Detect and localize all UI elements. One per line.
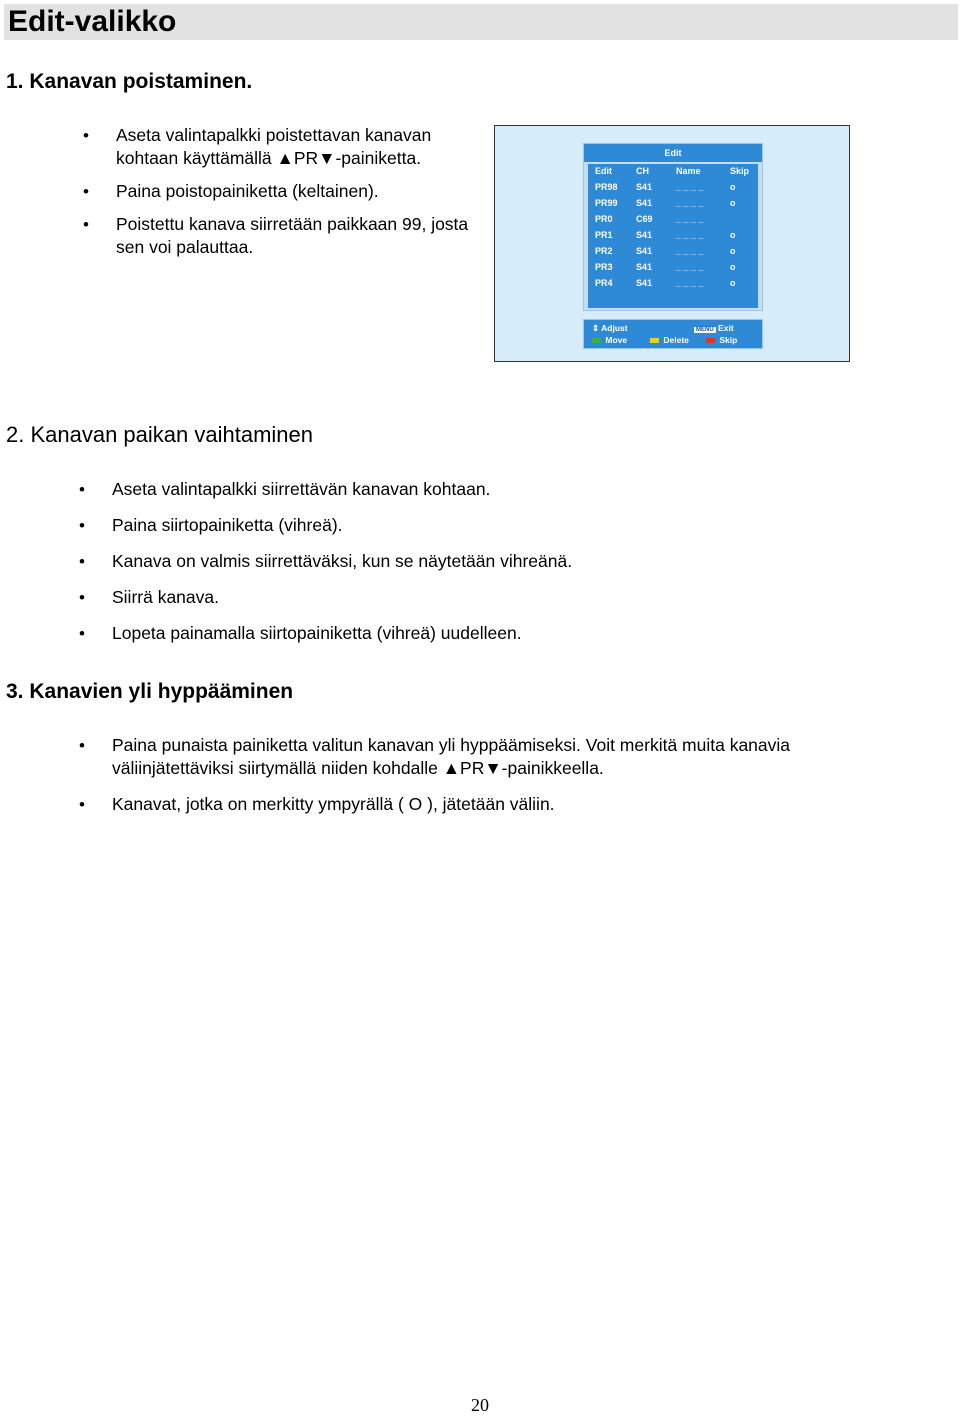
table-row: PR1 S41 _ _ _ _ o — [595, 230, 736, 240]
section3-heading: 3. Kanavien yli hyppääminen — [6, 680, 294, 703]
section1-list — [83, 124, 486, 269]
menu-key-icon: MENU — [696, 327, 714, 333]
section3-list — [79, 734, 912, 829]
tv-menu-screenshot — [494, 125, 850, 362]
table-row: PR2 S41 _ _ _ _ o — [595, 246, 736, 256]
edit-menu — [583, 143, 763, 311]
list-item: • Paina poistopainiketta (keltainen). — [83, 181, 379, 201]
bullet-icon: • — [79, 736, 85, 755]
table-row: PR4 S41 _ _ _ _ o — [595, 278, 736, 288]
table-row: PR98 S41 _ _ _ _ o — [595, 182, 736, 192]
bullet-icon: • — [79, 795, 85, 814]
section1-heading: 1. Kanavan poistaminen. — [6, 70, 253, 93]
column-header-skip: Skip — [730, 166, 750, 176]
green-key-icon — [592, 338, 601, 343]
column-header-ch: CH — [636, 166, 649, 176]
table-row: PR0 C69 _ _ _ _ — [595, 214, 704, 224]
list-item: • Lopeta painamalla siirtopainiketta (vihreä) uudelleen. — [79, 623, 522, 643]
column-header-name: Name — [676, 166, 701, 176]
delete-hint: Delete — [650, 335, 689, 346]
bullet-icon: • — [83, 182, 89, 201]
edit-menu-title: Edit — [584, 144, 762, 162]
page-title: Edit-valikko — [4, 4, 958, 40]
bullet-icon: • — [79, 588, 85, 607]
page-number: 20 — [471, 1395, 489, 1415]
bullet-icon: • — [83, 215, 89, 234]
yellow-key-icon — [650, 338, 659, 343]
list-item: • Poistettu kanava siirretään paikkaan 99, josta sen voi palauttaa. — [83, 214, 469, 257]
table-row: PR3 S41 _ _ _ _ o — [595, 262, 736, 272]
list-item: • Siirrä kanava. — [79, 587, 219, 607]
section2-list — [79, 478, 912, 658]
exit-hint: MENU Exit — [696, 323, 734, 333]
red-key-icon — [706, 338, 715, 343]
list-item: • Aseta valintapalkki siirrettävän kanavan kohtaan. — [79, 479, 491, 499]
table-header — [588, 164, 758, 178]
bullet-icon: • — [79, 516, 85, 535]
up-down-arrow-icon: ⇕ — [592, 323, 600, 333]
list-item: • Paina punaista painiketta valitun kanavan yli hyppäämiseksi. Voit merkitä muita kanavia väliinjätettäviksi siirtymällä niiden kohdalle ▲PR▼-painikkeella. — [79, 735, 791, 778]
edit-menu-table — [588, 164, 758, 308]
edit-menu-footer — [583, 319, 763, 349]
bullet-icon: • — [79, 624, 85, 643]
bullet-icon: • — [79, 480, 85, 499]
bullet-icon: • — [83, 126, 89, 145]
adjust-hint: ⇕ Adjust — [592, 323, 628, 333]
bullet-icon: • — [79, 552, 85, 571]
list-item: • Aseta valintapalkki poistettavan kanavan kohtaan käyttämällä ▲PR▼-painiketta. — [83, 125, 432, 168]
table-row: PR99 S41 _ _ _ _ o — [595, 198, 736, 208]
list-item: • Kanava on valmis siirrettäväksi, kun se näytetään vihreänä. — [79, 551, 573, 571]
list-item: • Kanavat, jotka on merkitty ympyrällä ( O ), jätetään väliin. — [79, 794, 555, 814]
section2-heading: 2. Kanavan paikan vaihtaminen — [6, 422, 313, 447]
skip-hint: Skip — [706, 335, 737, 346]
move-hint: Move — [592, 335, 627, 346]
column-header-edit: Edit — [595, 166, 612, 176]
list-item: • Paina siirtopainiketta (vihreä). — [79, 515, 343, 535]
